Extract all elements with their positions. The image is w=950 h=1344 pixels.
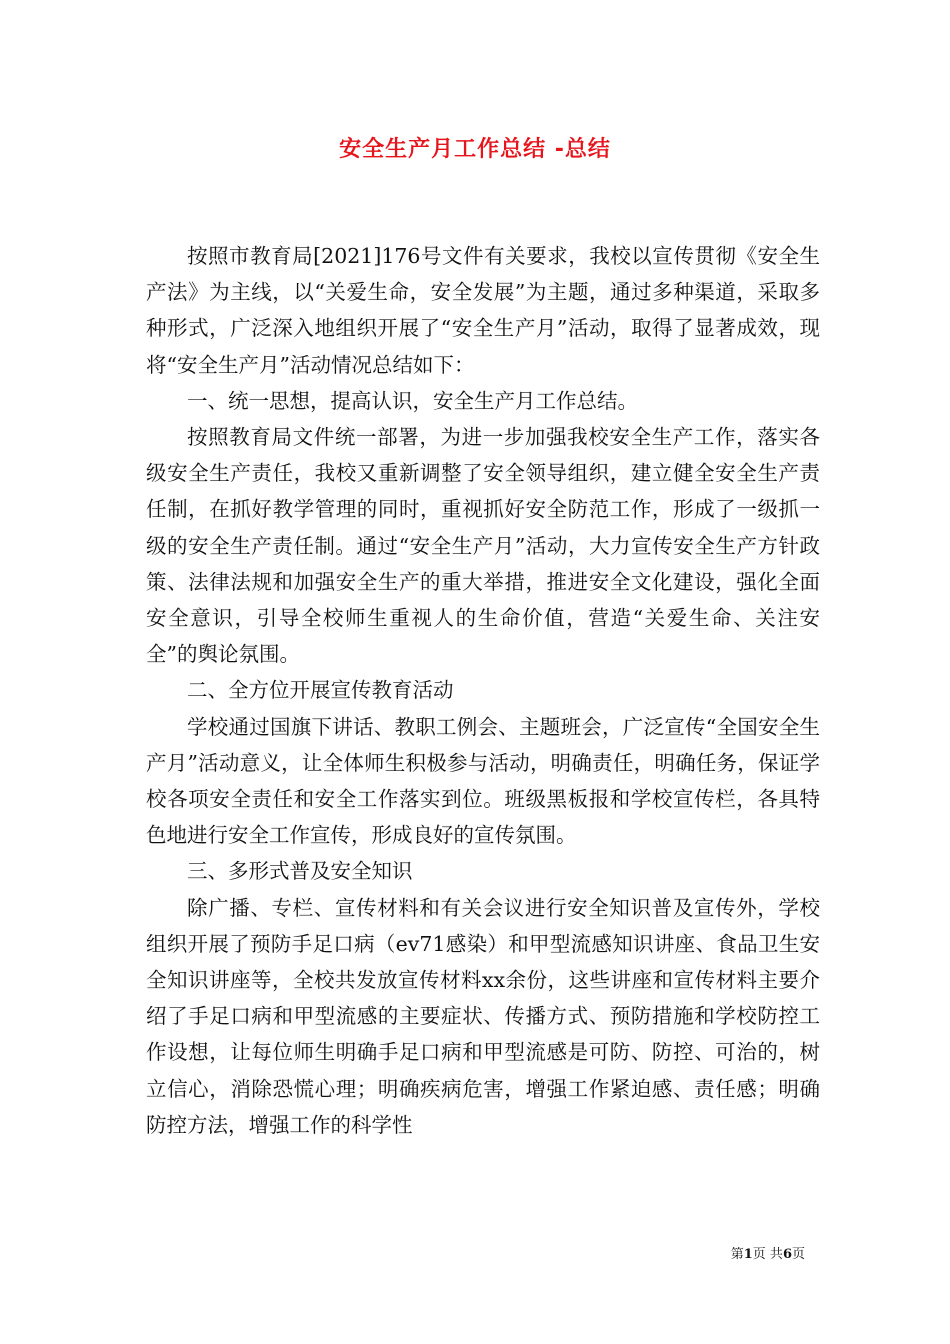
paragraph-intro: 按照市教育局[2021]176号文件有关要求，我校以宣传贯彻《安全生产法》为主线，以“关爱生命，安全发展”为主题，通过多种渠道，采取多种形式，广泛深入地组织开展了“安全生产月”活动，取得了显著成效，现将“安全生产月”活动情况总结如下： xyxy=(146,244,820,377)
document-body xyxy=(146,238,820,1143)
section-heading-3: 三、多形式普及安全知识 xyxy=(187,859,413,884)
section-heading-2: 二、全方位开展宣传教育活动 xyxy=(187,678,454,703)
footer-middle: 页 共 xyxy=(752,1247,783,1262)
page-number-footer xyxy=(731,1247,805,1263)
section-heading-1: 一、统一思想，提高认识，安全生产月工作总结。 xyxy=(187,388,638,413)
paragraph-section-2: 学校通过国旗下讲话、教职工例会、主题班会，广泛宣传“全国安全生产月”活动意义，让全体师生积极参与活动，明确责任，明确任务，保证学校各项安全责任和安全工作落实到位。班级黑板报和学校宣传栏，各具特色地进行安全工作宣传，形成良好的宣传氛围。 xyxy=(146,714,820,848)
document-title: 安全生产月工作总结 -总结 xyxy=(339,137,611,162)
paragraph-section-1: 按照教育局文件统一部署，为进一步加强我校安全生产工作，落实各级安全生产责任，我校又重新调整了安全领导组织，建立健全安全生产责任制，在抓好教学管理的同时，重视抓好安全防范工作，形成了一级抓一级的安全生产责任制。通过“安全生产月”活动，大力宣传安全生产方针政策、法律法规和加强安全生产的重大举措，推进安全文化建设，强化全面安全意识，引导全校师生重视人的生命价值，营造“关爱生命、关注安全”的舆论氛围。 xyxy=(146,425,820,667)
current-page-number: 1 xyxy=(743,1247,753,1262)
total-pages-number: 6 xyxy=(782,1247,792,1262)
paragraph-section-3: 除广播、专栏、宣传材料和有关会议进行安全知识普及宣传外，学校组织开展了预防手足口病（ev71感染）和甲型流感知识讲座、食品卫生安全知识讲座等，全校共发放宣传材料xx余份，这些讲座和宣传材料主要介绍了手足口病和甲型流感的主要症状、传播方式、预防措施和学校防控工作设想，让每位师生明确手足口病和甲型流感是可防、防控、可治的，树立信心，消除恐慌心理；明确疾病危害，增强工作紧迫感、责任感；明确防控方法，增强工作的科学性 xyxy=(146,895,820,1137)
footer-suffix: 页 xyxy=(791,1247,805,1262)
footer-prefix: 第 xyxy=(730,1247,744,1262)
